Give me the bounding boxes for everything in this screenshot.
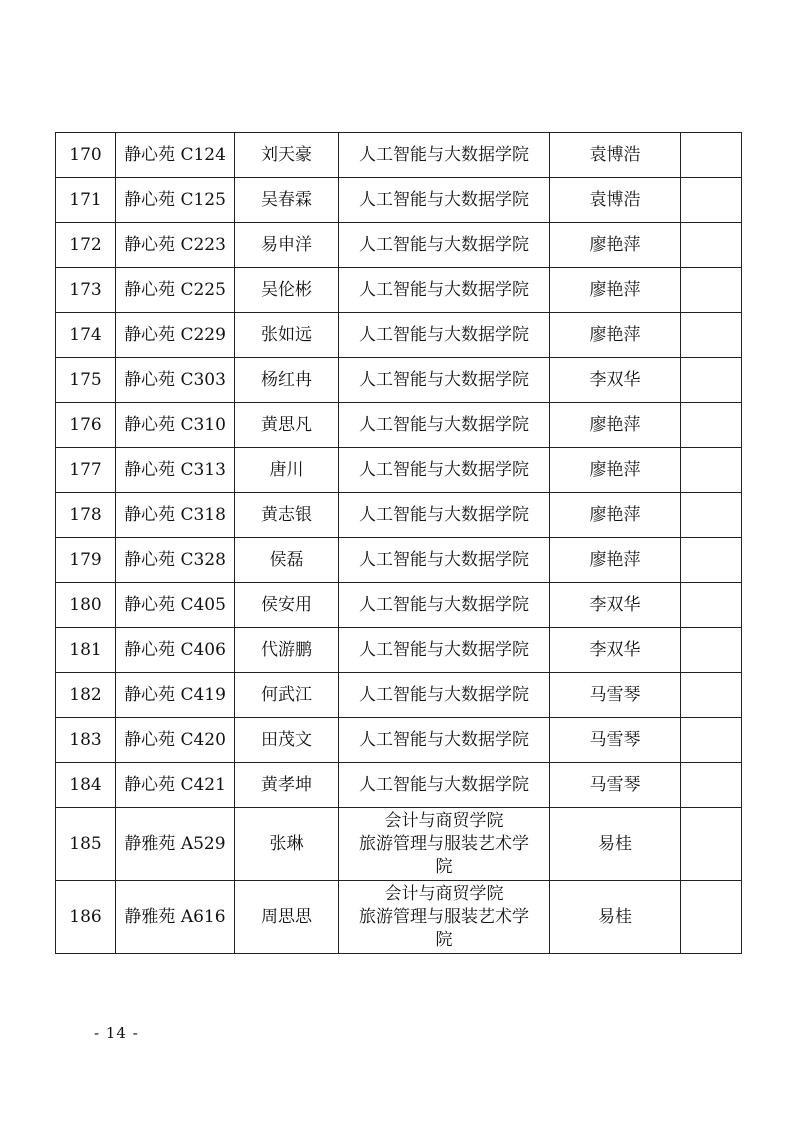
cell-room: 静心苑 C223 (116, 223, 235, 268)
cell-note (681, 628, 742, 673)
table-row (56, 448, 742, 493)
table-row (56, 881, 742, 954)
cell-note (681, 223, 742, 268)
cell-college (339, 178, 550, 223)
cell-room: 静心苑 C328 (116, 538, 235, 583)
cell-name: 张如远 (235, 313, 339, 358)
cell-advisor: 李双华 (550, 583, 681, 628)
cell-note (681, 718, 742, 763)
cell-number: 172 (56, 223, 116, 268)
cell-room: 静雅苑 A529 (116, 808, 235, 881)
cell-room: 静心苑 C406 (116, 628, 235, 673)
cell-note (681, 448, 742, 493)
cell-name: 黄孝坤 (235, 763, 339, 808)
cell-room: 静心苑 C229 (116, 313, 235, 358)
college-line: 人工智能与大数据学院 (359, 369, 529, 390)
cell-note (681, 358, 742, 403)
cell-advisor: 廖艳萍 (550, 403, 681, 448)
cell-college (339, 493, 550, 538)
cell-number: 179 (56, 538, 116, 583)
cell-advisor: 马雪琴 (550, 673, 681, 718)
cell-advisor: 袁博浩 (550, 133, 681, 178)
cell-note (681, 133, 742, 178)
college-line: 旅游管理与服装艺术学 (359, 833, 529, 854)
cell-room: 静心苑 C420 (116, 718, 235, 763)
cell-name: 吴伦彬 (235, 268, 339, 313)
cell-advisor: 马雪琴 (550, 763, 681, 808)
college-line: 人工智能与大数据学院 (359, 594, 529, 615)
table-row (56, 358, 742, 403)
cell-number: 180 (56, 583, 116, 628)
cell-name: 何武江 (235, 673, 339, 718)
cell-number: 175 (56, 358, 116, 403)
table-row (56, 628, 742, 673)
cell-college (339, 763, 550, 808)
cell-number: 181 (56, 628, 116, 673)
cell-advisor: 袁博浩 (550, 178, 681, 223)
cell-room: 静心苑 C124 (116, 133, 235, 178)
college-line: 人工智能与大数据学院 (359, 639, 529, 660)
college-line: 人工智能与大数据学院 (359, 549, 529, 570)
cell-note (681, 268, 742, 313)
cell-note (681, 178, 742, 223)
cell-college (339, 403, 550, 448)
cell-note (681, 583, 742, 628)
table-row (56, 403, 742, 448)
cell-number: 185 (56, 808, 116, 881)
cell-room: 静心苑 C405 (116, 583, 235, 628)
cell-name: 易申洋 (235, 223, 339, 268)
college-line: 人工智能与大数据学院 (359, 684, 529, 705)
page-number: - 14 - (94, 1024, 139, 1042)
college-line: 人工智能与大数据学院 (359, 459, 529, 480)
table-row (56, 493, 742, 538)
cell-advisor: 易桂 (550, 808, 681, 881)
cell-advisor: 廖艳萍 (550, 268, 681, 313)
cell-college (339, 808, 550, 881)
college-line: 会计与商贸学院 (384, 810, 504, 831)
cell-number: 174 (56, 313, 116, 358)
cell-note (681, 313, 742, 358)
cell-college (339, 268, 550, 313)
table-row (56, 718, 742, 763)
table-row (56, 268, 742, 313)
cell-advisor: 廖艳萍 (550, 223, 681, 268)
table-row (56, 133, 742, 178)
cell-advisor: 廖艳萍 (550, 448, 681, 493)
cell-advisor: 廖艳萍 (550, 493, 681, 538)
college-line: 人工智能与大数据学院 (359, 504, 529, 525)
table-row (56, 583, 742, 628)
cell-note (681, 881, 742, 954)
cell-name: 田茂文 (235, 718, 339, 763)
cell-room: 静心苑 C125 (116, 178, 235, 223)
cell-name: 刘天豪 (235, 133, 339, 178)
college-line: 人工智能与大数据学院 (359, 774, 529, 795)
cell-number: 178 (56, 493, 116, 538)
college-line: 人工智能与大数据学院 (359, 729, 529, 750)
cell-college (339, 538, 550, 583)
college-line: 院 (435, 929, 453, 950)
cell-advisor: 廖艳萍 (550, 313, 681, 358)
cell-college (339, 628, 550, 673)
cell-number: 170 (56, 133, 116, 178)
cell-room: 静心苑 C318 (116, 493, 235, 538)
cell-note (681, 493, 742, 538)
college-line: 人工智能与大数据学院 (359, 414, 529, 435)
cell-college (339, 448, 550, 493)
cell-name: 杨红冉 (235, 358, 339, 403)
cell-number: 177 (56, 448, 116, 493)
cell-note (681, 808, 742, 881)
cell-number: 186 (56, 881, 116, 954)
cell-advisor: 廖艳萍 (550, 538, 681, 583)
roster-body (56, 133, 742, 954)
cell-number: 176 (56, 403, 116, 448)
cell-name: 张琳 (235, 808, 339, 881)
table-row (56, 313, 742, 358)
cell-note (681, 763, 742, 808)
cell-room: 静心苑 C313 (116, 448, 235, 493)
cell-number: 173 (56, 268, 116, 313)
cell-college (339, 133, 550, 178)
cell-name: 吴春霖 (235, 178, 339, 223)
table-row (56, 673, 742, 718)
cell-room: 静心苑 C310 (116, 403, 235, 448)
cell-advisor: 马雪琴 (550, 718, 681, 763)
college-line: 人工智能与大数据学院 (359, 144, 529, 165)
cell-name: 代游鹏 (235, 628, 339, 673)
cell-name: 黄思凡 (235, 403, 339, 448)
cell-advisor: 李双华 (550, 358, 681, 403)
cell-college (339, 583, 550, 628)
cell-name: 黄志银 (235, 493, 339, 538)
cell-college (339, 358, 550, 403)
cell-name: 周思思 (235, 881, 339, 954)
cell-advisor: 易桂 (550, 881, 681, 954)
cell-number: 183 (56, 718, 116, 763)
college-line: 人工智能与大数据学院 (359, 189, 529, 210)
table-row (56, 538, 742, 583)
college-line: 会计与商贸学院 (384, 883, 504, 904)
table-row (56, 178, 742, 223)
cell-note (681, 538, 742, 583)
table-row (56, 763, 742, 808)
college-line: 人工智能与大数据学院 (359, 234, 529, 255)
cell-number: 182 (56, 673, 116, 718)
cell-college (339, 223, 550, 268)
cell-room: 静心苑 C303 (116, 358, 235, 403)
cell-college (339, 718, 550, 763)
college-line: 院 (435, 856, 453, 877)
table-row (56, 223, 742, 268)
cell-room: 静心苑 C419 (116, 673, 235, 718)
college-line: 人工智能与大数据学院 (359, 279, 529, 300)
cell-number: 171 (56, 178, 116, 223)
college-line: 人工智能与大数据学院 (359, 324, 529, 345)
cell-advisor: 李双华 (550, 628, 681, 673)
cell-name: 侯安用 (235, 583, 339, 628)
cell-college (339, 673, 550, 718)
table-row (56, 808, 742, 881)
cell-note (681, 403, 742, 448)
cell-name: 唐川 (235, 448, 339, 493)
cell-note (681, 673, 742, 718)
cell-college (339, 881, 550, 954)
cell-name: 侯磊 (235, 538, 339, 583)
cell-room: 静心苑 C225 (116, 268, 235, 313)
cell-number: 184 (56, 763, 116, 808)
cell-college (339, 313, 550, 358)
college-line: 旅游管理与服装艺术学 (359, 906, 529, 927)
dormitory-roster-table (55, 132, 742, 954)
cell-room: 静心苑 C421 (116, 763, 235, 808)
cell-room: 静雅苑 A616 (116, 881, 235, 954)
